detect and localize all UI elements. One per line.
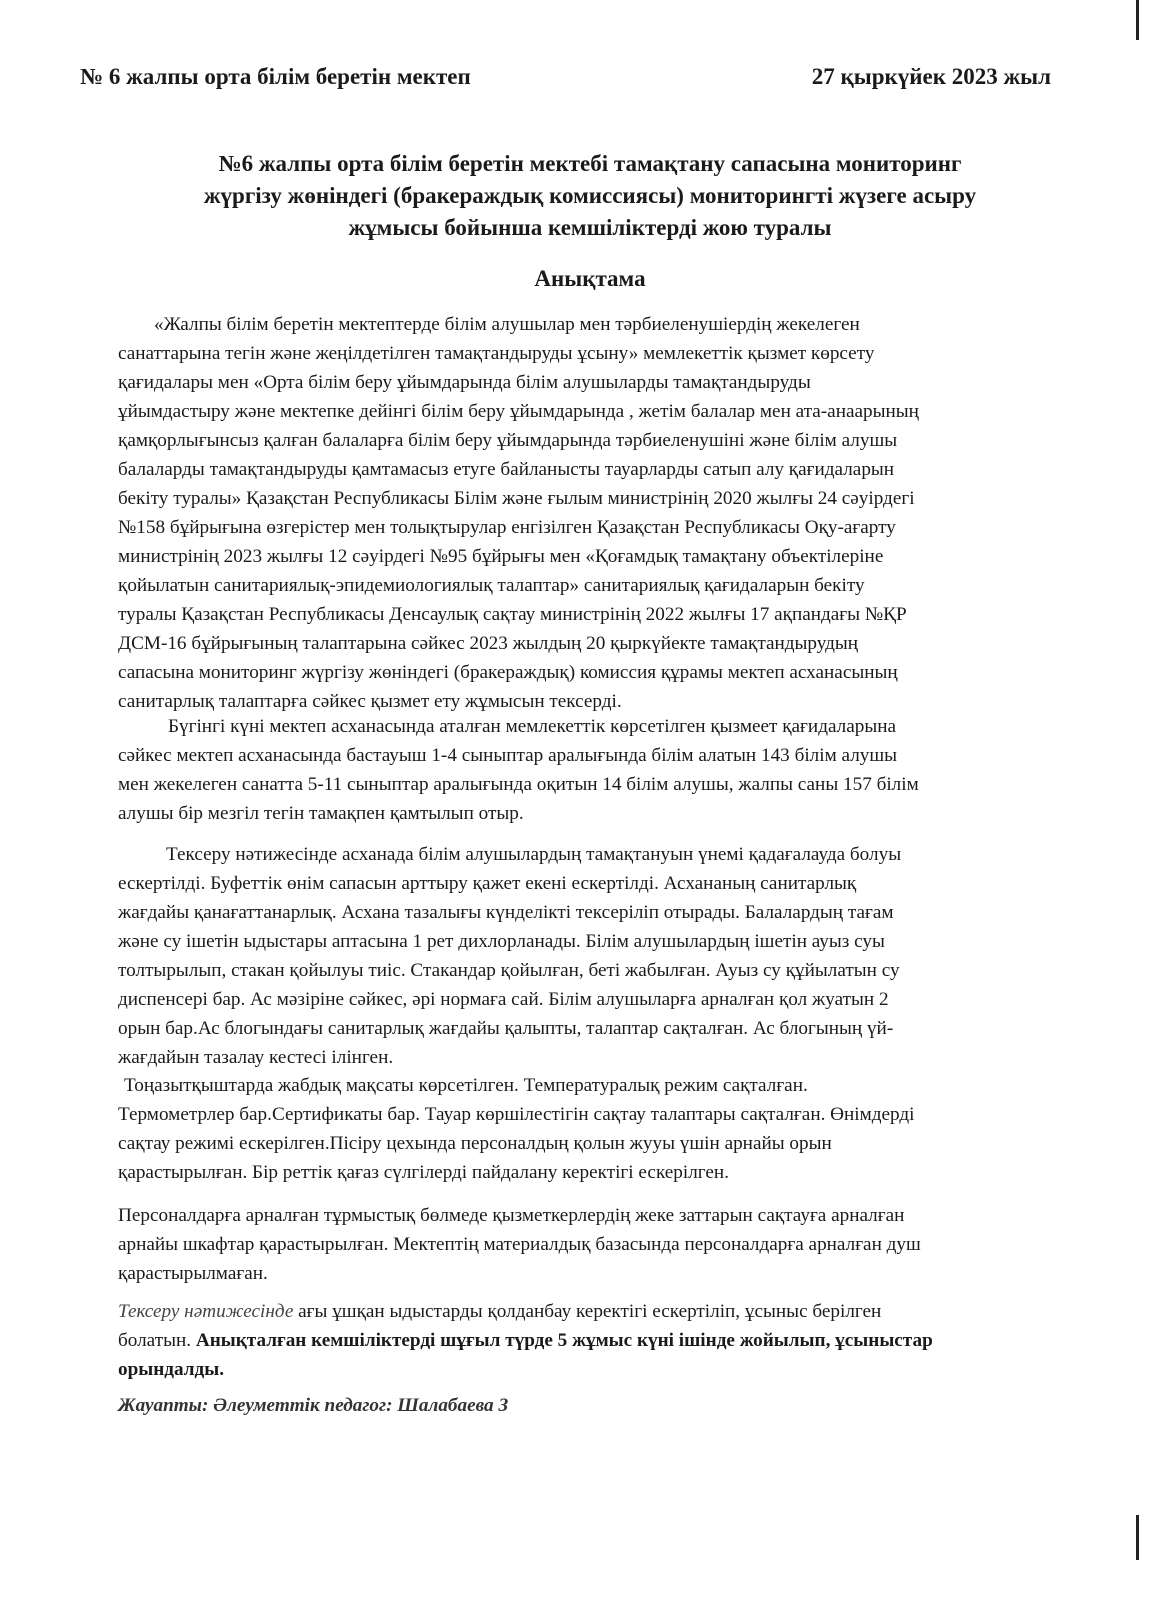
title-line: №6 жалпы орта білім беретін мектебі тамақтану сапасына мониторинг — [218, 151, 962, 176]
paragraph-2 — [118, 712, 1066, 828]
text-line: қағидалары мен «Орта білім беру ұйымдарында білім алушыларды тамақтандыруды — [118, 372, 811, 393]
paragraph-1 — [118, 310, 1066, 716]
text-line: мен жекелеген санатта 5-11 сыныптар аралығында оқитын 14 білім алушы, жалпы саны 157 білім — [118, 774, 919, 795]
text-line: ДСМ-16 бұйрығының талаптарына сәйкес 2023 жылдың 20 қыркүйекте тамақтандырудың — [118, 633, 859, 654]
document-title — [90, 148, 1090, 244]
text-line: сақтау режимі ескерілген.Пісіру цехында персоналдың қолын жууы үшін арнайы орын — [118, 1133, 832, 1154]
text-line: Термометрлер бар.Сертификаты бар. Тауар көршілестігін сақтау талаптары сақталған. Өнімдерді — [118, 1104, 915, 1125]
document-subtitle: Анықтама — [534, 266, 646, 291]
text-line: орын бар.Ас блогындағы санитарлық жағдайы қалыпты, талаптар сақталған. Ас блогының үй- — [118, 1018, 894, 1039]
text-line: балаларды тамақтандыруды қамтамасыз етуге байланысты тауарларды сатып алу қағидаларын — [118, 459, 895, 480]
signature-line: Жауапты: Әлеуметтік педагог: Шалабаева З — [118, 1395, 509, 1416]
text-line: Тексеру нәтижесінде асханада білім алушылардың тамақтануын үнемі қадағалауда болуы — [166, 844, 902, 865]
text-line: Бүгінгі күні мектеп асханасында аталған мемлекеттік көрсетілген қызмеет қағидаларына — [168, 716, 897, 737]
italic-lead: Тексеру нәтижесінде — [118, 1301, 294, 1322]
paragraph-6 — [118, 1297, 1066, 1384]
scan-edge-mark — [1136, 1515, 1139, 1560]
title-line: жұмысы бойынша кемшіліктерді жою туралы — [348, 215, 832, 240]
text-line: жағдайын тазалау кестесі ілінген. — [118, 1047, 394, 1068]
scan-edge-mark — [1136, 0, 1139, 40]
paragraph-5 — [118, 1201, 1066, 1288]
bold-conclusion: орындалды. — [118, 1359, 225, 1380]
text-line: сапасына мониторинг жүргізу жөніндегі (бракераждық) комиссия құрамы мектеп асханасының — [118, 662, 898, 683]
text-line — [118, 1297, 1066, 1326]
paragraph-3 — [118, 840, 1066, 1072]
text-line — [118, 1326, 1066, 1355]
text-line: сәйкес мектеп асханасында бастауыш 1-4 сыныптар аралығында білім алатын 143 білім алушы — [118, 745, 898, 766]
text-line: диспенсері бар. Ас мәзіріне сәйкес, әрі нормаға сай. Білім алушыларға арналған қол жуатын 2 — [118, 989, 889, 1010]
title-line: жүргізу жөніндегі (бракераждық комиссиясы) мониторингті жүзеге асыру — [203, 183, 977, 208]
text-line: туралы Қазақстан Республикасы Денсаулық сақтау министрінің 2022 жылғы 17 ақпандағы №ҚР — [118, 604, 907, 625]
text-line: №158 бұйрығына өзгерістер мен толықтырулар енгізілген Қазақстан Республикасы Оқу-ағарту — [118, 517, 896, 538]
text-line: қамқорлығынсыз қалған балаларға білім беру ұйымдарында тәрбиеленушіні және білім алушы — [118, 430, 898, 451]
text-line: және су ішетін ыдыстары аптасына 1 рет дихлорланады. Білім алушылардың ішетін ауыз суы — [118, 931, 885, 952]
text-line: қарастырылмаған. — [118, 1263, 268, 1284]
text-line: алушы бір мезгіл тегін тамақпен қамтылып отыр. — [118, 803, 524, 824]
text-line: Тоңазытқыштарда жабдық мақсаты көрсетілген. Температуралық режим сақталған. — [124, 1075, 808, 1096]
text-line: ескертілді. Буфеттік өнім сапасын арттыру қажет екені ескертілді. Асхананың санитарлық — [118, 873, 857, 894]
text-line: қойылатын санитариялық-эпидемиологиялық талаптар» санитариялық қағидаларын бекіту — [118, 575, 865, 596]
text-run: ағы ұшқан ыдыстарды қолданбау керектігі ескертіліп, ұсыныс берілген — [293, 1301, 882, 1322]
text-line: жағдайы қанағаттанарлық. Асхана тазалығы күнделікті тексеріліп отырады. Балалардың тағам — [118, 902, 894, 923]
text-line: санитарлық талаптарға сәйкес қызмет ету жұмысын тексерді. — [118, 691, 622, 712]
text-run: болатын. — [118, 1330, 196, 1351]
paragraph-4 — [118, 1071, 1066, 1187]
text-line: арнайы шкафтар қарастырылған. Мектептің материалдық базасында персоналдарға арналған душ — [118, 1234, 921, 1255]
text-line: министрінің 2023 жылғы 12 сәуірдегі №95 бұйрығы мен «Қоғамдық тамақтану объектілеріне — [118, 546, 884, 567]
text-line: толтырылып, стакан қойылуы тиіс. Стакандар қойылған, беті жабылған. Ауыз су құйылатын су — [118, 960, 900, 981]
text-line: «Жалпы білім беретін мектептерде білім алушылар мен тәрбиеленушіердің жекелеген — [154, 314, 860, 335]
text-line: қарастырылған. Бір реттік қағаз сүлгілерді пайдалану керектігі ескерілген. — [118, 1162, 730, 1183]
text-line: Персоналдарға арналған тұрмыстық бөлмеде қызметкерлердің жеке заттарын сақтауға арналған — [118, 1205, 905, 1226]
bold-conclusion: Анықталған кемшіліктерді шұғыл түрде 5 жұмыс күні ішінде жойылып, ұсыныстар — [195, 1330, 933, 1351]
school-name: № 6 жалпы орта білім беретін мектеп — [80, 64, 471, 89]
document-date: 27 қыркүйек 2023 жыл — [811, 64, 1051, 89]
text-line: ұйымдастыру және мектепке дейінгі білім беру ұйымдарында , жетім балалар мен ата-анаарының — [118, 401, 919, 422]
text-line: бекіту туралы» Қазақстан Республикасы Білім және ғылым министрінің 2020 жылғы 24 сәуірдегі — [118, 488, 915, 509]
text-line: санаттарына тегін және жеңілдетілген тамақтандыруды ұсыну» мемлекеттік қызмет көрсету — [118, 343, 875, 364]
